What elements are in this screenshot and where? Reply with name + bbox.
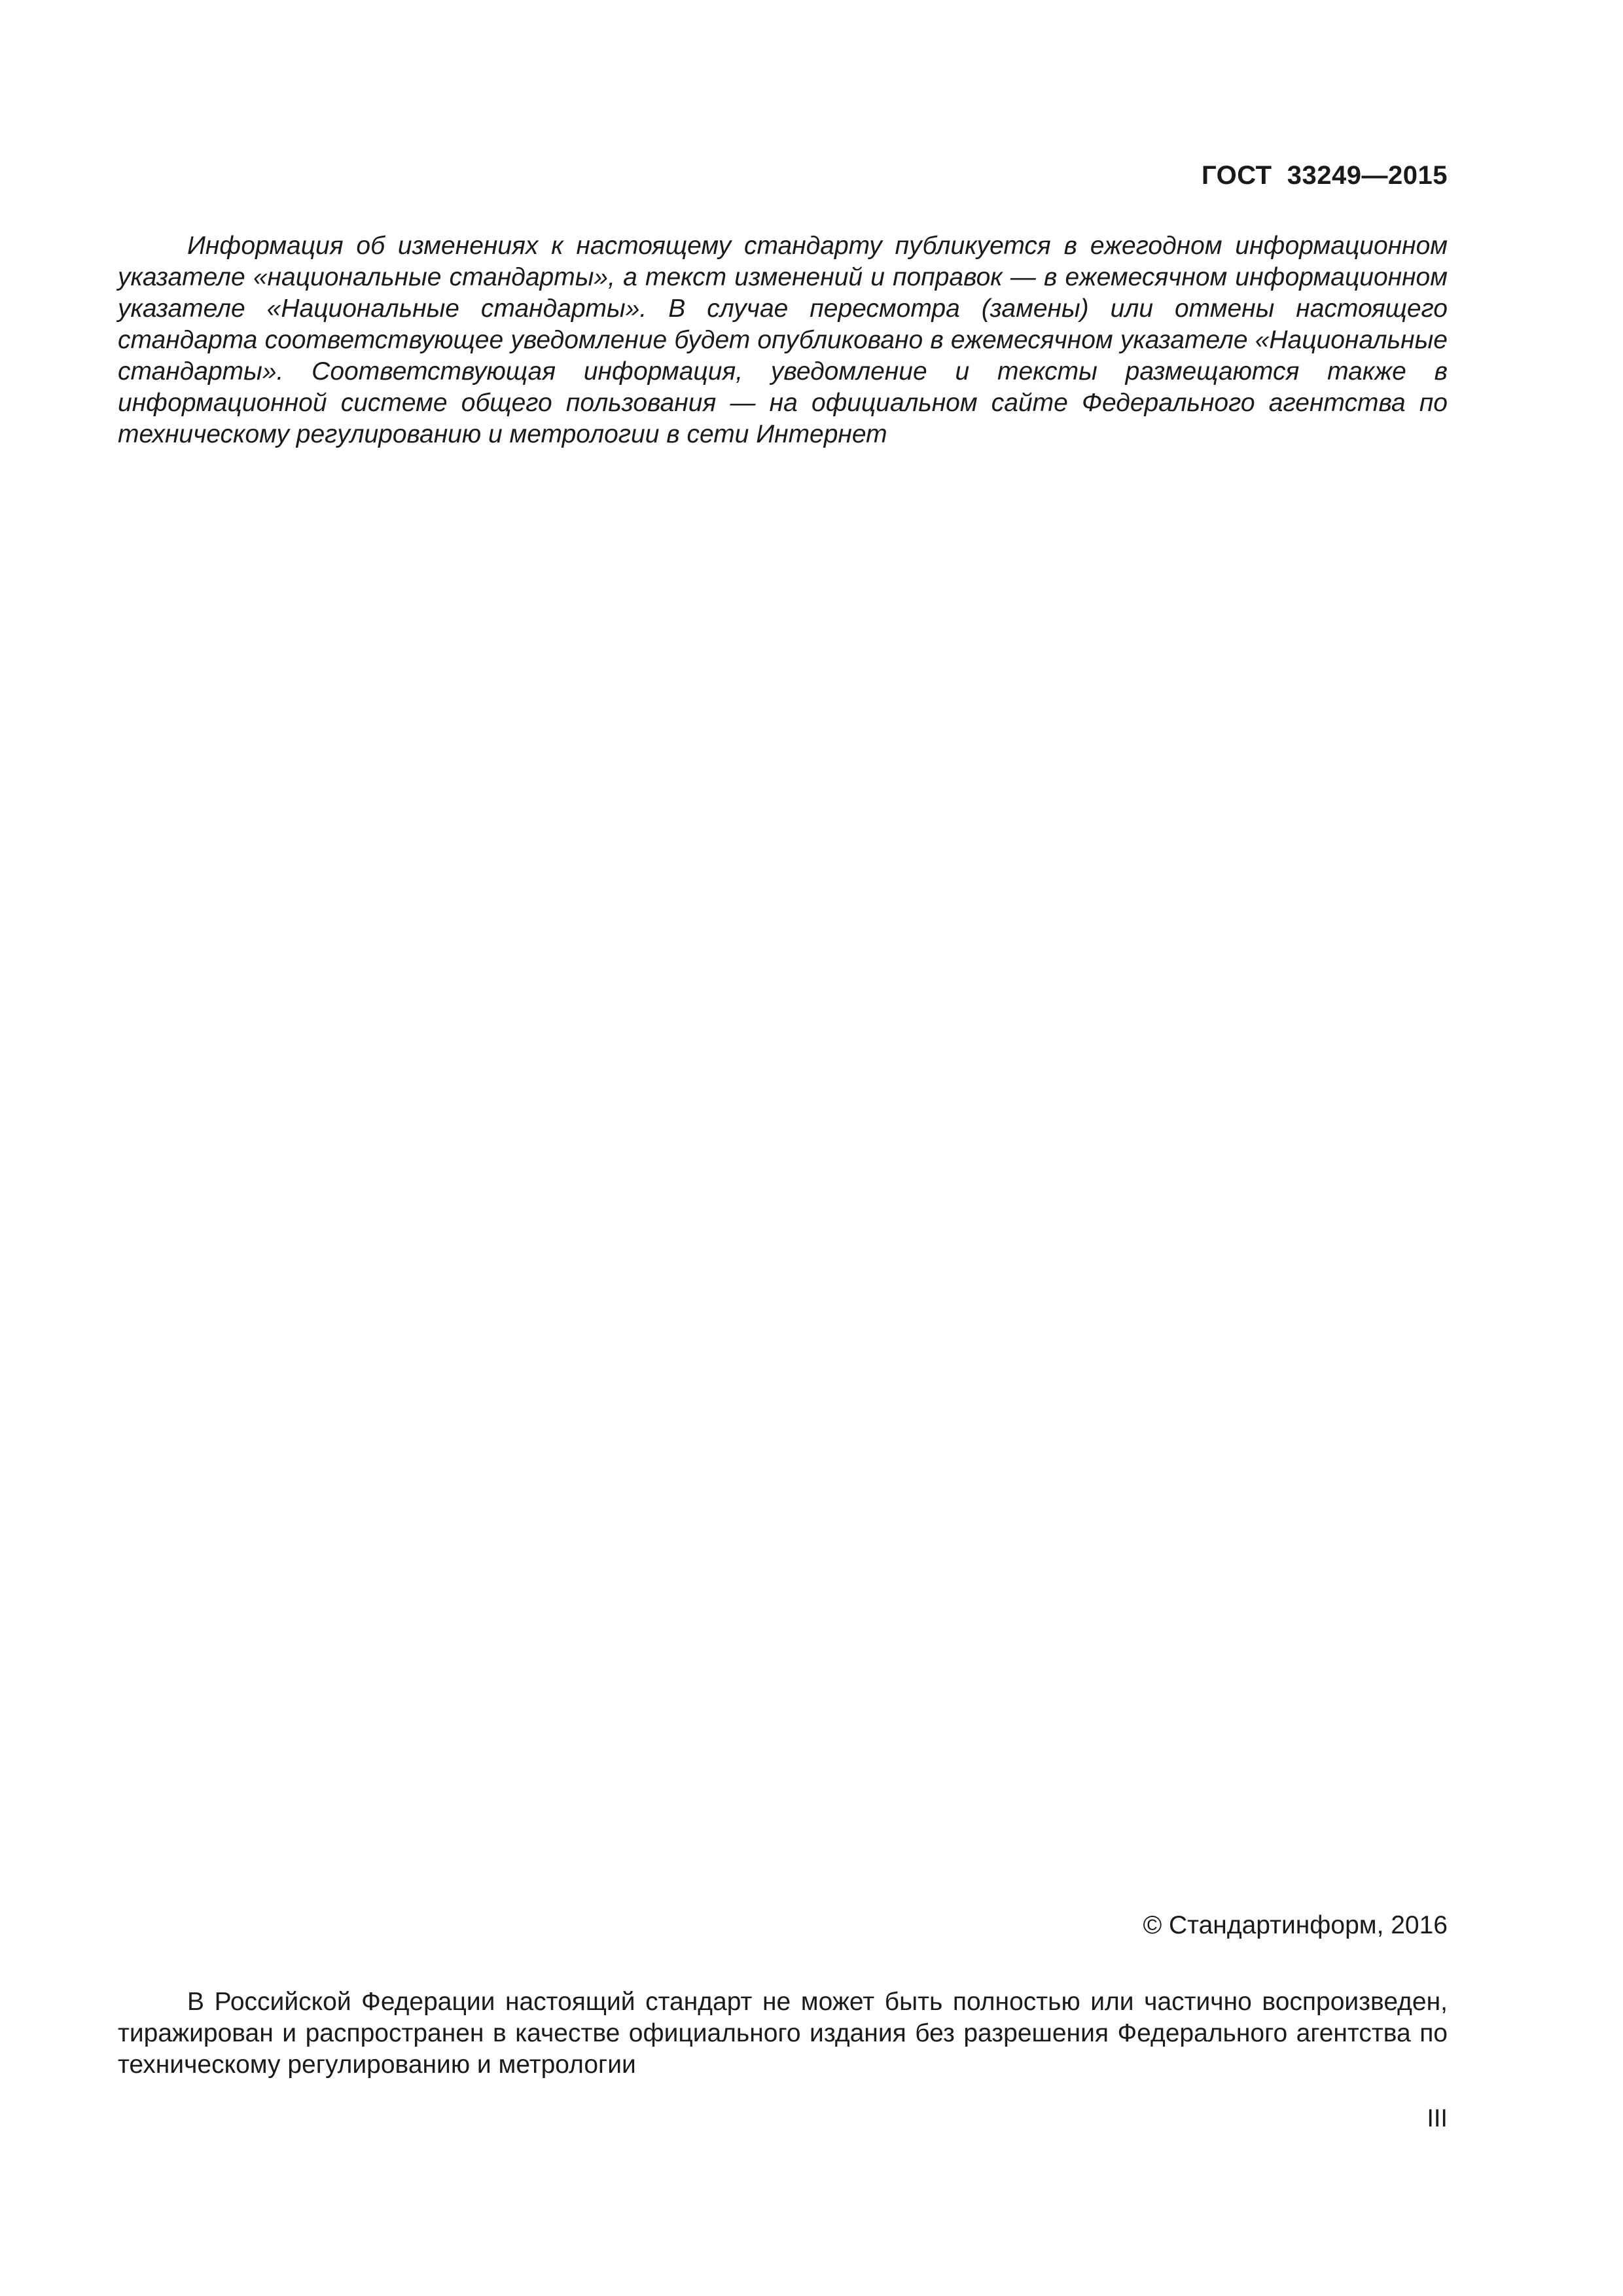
page-number: III xyxy=(1427,2105,1448,2132)
amendments-info-paragraph: Информация об изменениях к настоящему стандарту публикуется в ежегодном информационном указателе «национальные стандарты», а текст изменений и поправок — в ежемесячном информационном указателе «Национальные стандарты». В случае пересмотра (замены) или отмены настоящего стандарта соответствующее уведомление будет опубликовано в ежемесячном указателе «Национальные стандарты». Соответствующая информация, уведомление и тексты размещаются также в информационной системе общего пользования — на официальном сайте Федерального агентства по техническому регулированию и метрологии в сети Интернет xyxy=(118,232,1448,448)
standard-code-header: ГОСТ 33249—2015 xyxy=(1201,161,1448,190)
copyright-notice: © Стандартинформ, 2016 xyxy=(1143,1911,1448,1939)
reproduction-rights-paragraph: В Российской Федерации настоящий стандарт не может быть полностью или частично воспроизведен, тиражирован и распространен в качестве официального издания без разрешения Федерального агентства по техническому регулированию и метрологии xyxy=(118,1988,1448,2079)
